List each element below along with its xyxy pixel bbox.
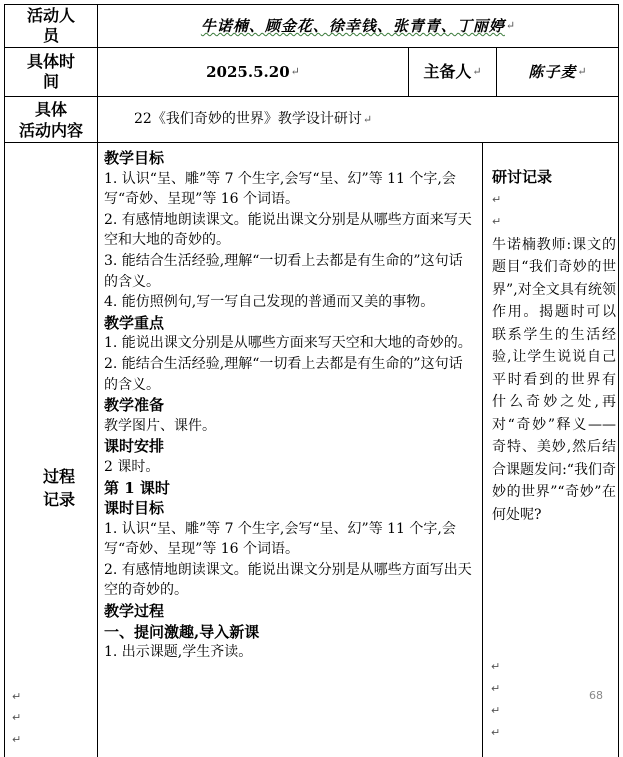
- table-border-right: [618, 4, 619, 757]
- heading-period-goals: 课时目标: [104, 499, 165, 518]
- goal-item: 3. 能结合生活经验,理解“一切看上去都是有生命的”这句话的含义。: [104, 252, 463, 290]
- heading-key-points: 教学重点: [104, 313, 165, 332]
- paragraph-mark: ↵: [491, 682, 501, 695]
- paragraph-mark: ↵: [290, 65, 300, 78]
- paragraph-mark: ↵: [577, 65, 587, 78]
- process-step-heading: 一、提问激趣,导入新课: [104, 622, 260, 641]
- paragraph-mark: ↵: [491, 726, 501, 739]
- host-label-cell: [409, 48, 496, 96]
- process-label: [30, 464, 88, 512]
- content-label-line1: 具体: [34, 99, 67, 119]
- process-label-line1: 过程: [42, 467, 75, 486]
- paragraph-mark: ↵: [12, 690, 22, 703]
- process-label-line2: 记录: [42, 490, 75, 509]
- participants-names: 牛诺楠、顾金花、徐幸钱、张青青、丁丽婷: [200, 17, 505, 35]
- key-point-item: 2. 能结合生活经验,理解“一切看上去都是有生命的”这句话的含义。: [104, 355, 463, 393]
- schedule-text: 2 课时。: [104, 458, 160, 475]
- preparation-text: 教学图片、课件。: [104, 417, 216, 434]
- host-label: 主备人: [423, 62, 472, 81]
- participants-label-text: 活动人员: [26, 6, 75, 45]
- table-col-label: [97, 4, 98, 757]
- process-step-item: 1. 出示课题,学生齐读。: [104, 644, 253, 661]
- paragraph-mark: ↵: [491, 704, 501, 717]
- page-number: 68: [589, 689, 603, 702]
- time-label-text: 具体时间: [26, 52, 75, 91]
- paragraph-mark: ↵: [505, 19, 516, 32]
- host-name: 陈子麦: [528, 63, 577, 81]
- content-label-line2: 活动内容: [18, 120, 83, 140]
- paragraph-mark: ↵: [491, 660, 501, 673]
- period-goal-item: 1. 认识“呈、雕”等 7 个生字,会写“呈、幻”等 11 个字,会写“奇妙、呈现”等 16 个词语。: [104, 520, 456, 558]
- lesson-plan: [104, 148, 476, 663]
- heading-teaching-goals: 教学目标: [104, 149, 165, 167]
- time-label: [5, 48, 97, 96]
- paragraph-mark: ↵: [492, 215, 502, 228]
- heading-teaching-process: 教学过程: [104, 602, 165, 621]
- date-cell: [98, 48, 408, 96]
- heading-schedule: 课时安排: [104, 437, 165, 456]
- paragraph-mark: ↵: [362, 113, 373, 126]
- discussion-notes: [492, 166, 616, 526]
- content-label: [5, 97, 97, 142]
- goal-item: 2. 有感情地朗读课文。能说出课文分别是从哪些方面来写天空和大地的奇妙的。: [104, 211, 472, 249]
- participants-cell: [98, 5, 618, 47]
- notes-body: 牛诺楠教师:课文的题目“我们奇妙的世界”,对全文具有统领作用。揭题时可以联系学生的生活经验,让学生说说自己平时看到的世界有什么奇妙之处,再对“奇妙”释义——奇特、美妙,然后结合课题发问:“我们奇妙的世界”“奇妙”在何处呢?: [492, 236, 616, 523]
- paragraph-mark: ↵: [472, 65, 482, 78]
- notes-title: 研讨记录: [492, 168, 553, 186]
- heading-period: 第 1 课时: [104, 478, 170, 497]
- goal-item: 1. 认识“呈、雕”等 7 个生字,会写“呈、幻”等 11 个字,会写“奇妙、呈现”等 16 个词语。: [104, 170, 456, 208]
- key-point-item: 1. 能说出课文分别是从哪些方面来写天空和大地的奇妙的。: [104, 335, 472, 352]
- period-goal-item: 2. 有感情地朗读课文。能说出课文分别是从哪些方面写出天空的奇妙的。: [104, 561, 472, 599]
- activity-date: 2025.5.20: [206, 63, 290, 81]
- paragraph-mark: ↵: [492, 192, 502, 206]
- paragraph-mark: ↵: [12, 733, 22, 746]
- goal-item: 4. 能仿照例句,写一写自己发现的普通而又美的事物。: [104, 294, 435, 311]
- host-cell: [497, 48, 618, 96]
- activity-topic: 22《我们奇妙的世界》教学设计研讨: [134, 111, 362, 127]
- paragraph-mark: ↵: [12, 711, 22, 724]
- topic-cell: [134, 108, 372, 128]
- participants-label: [5, 5, 97, 47]
- table-col-notes: [482, 142, 483, 757]
- heading-preparation: 教学准备: [104, 396, 165, 415]
